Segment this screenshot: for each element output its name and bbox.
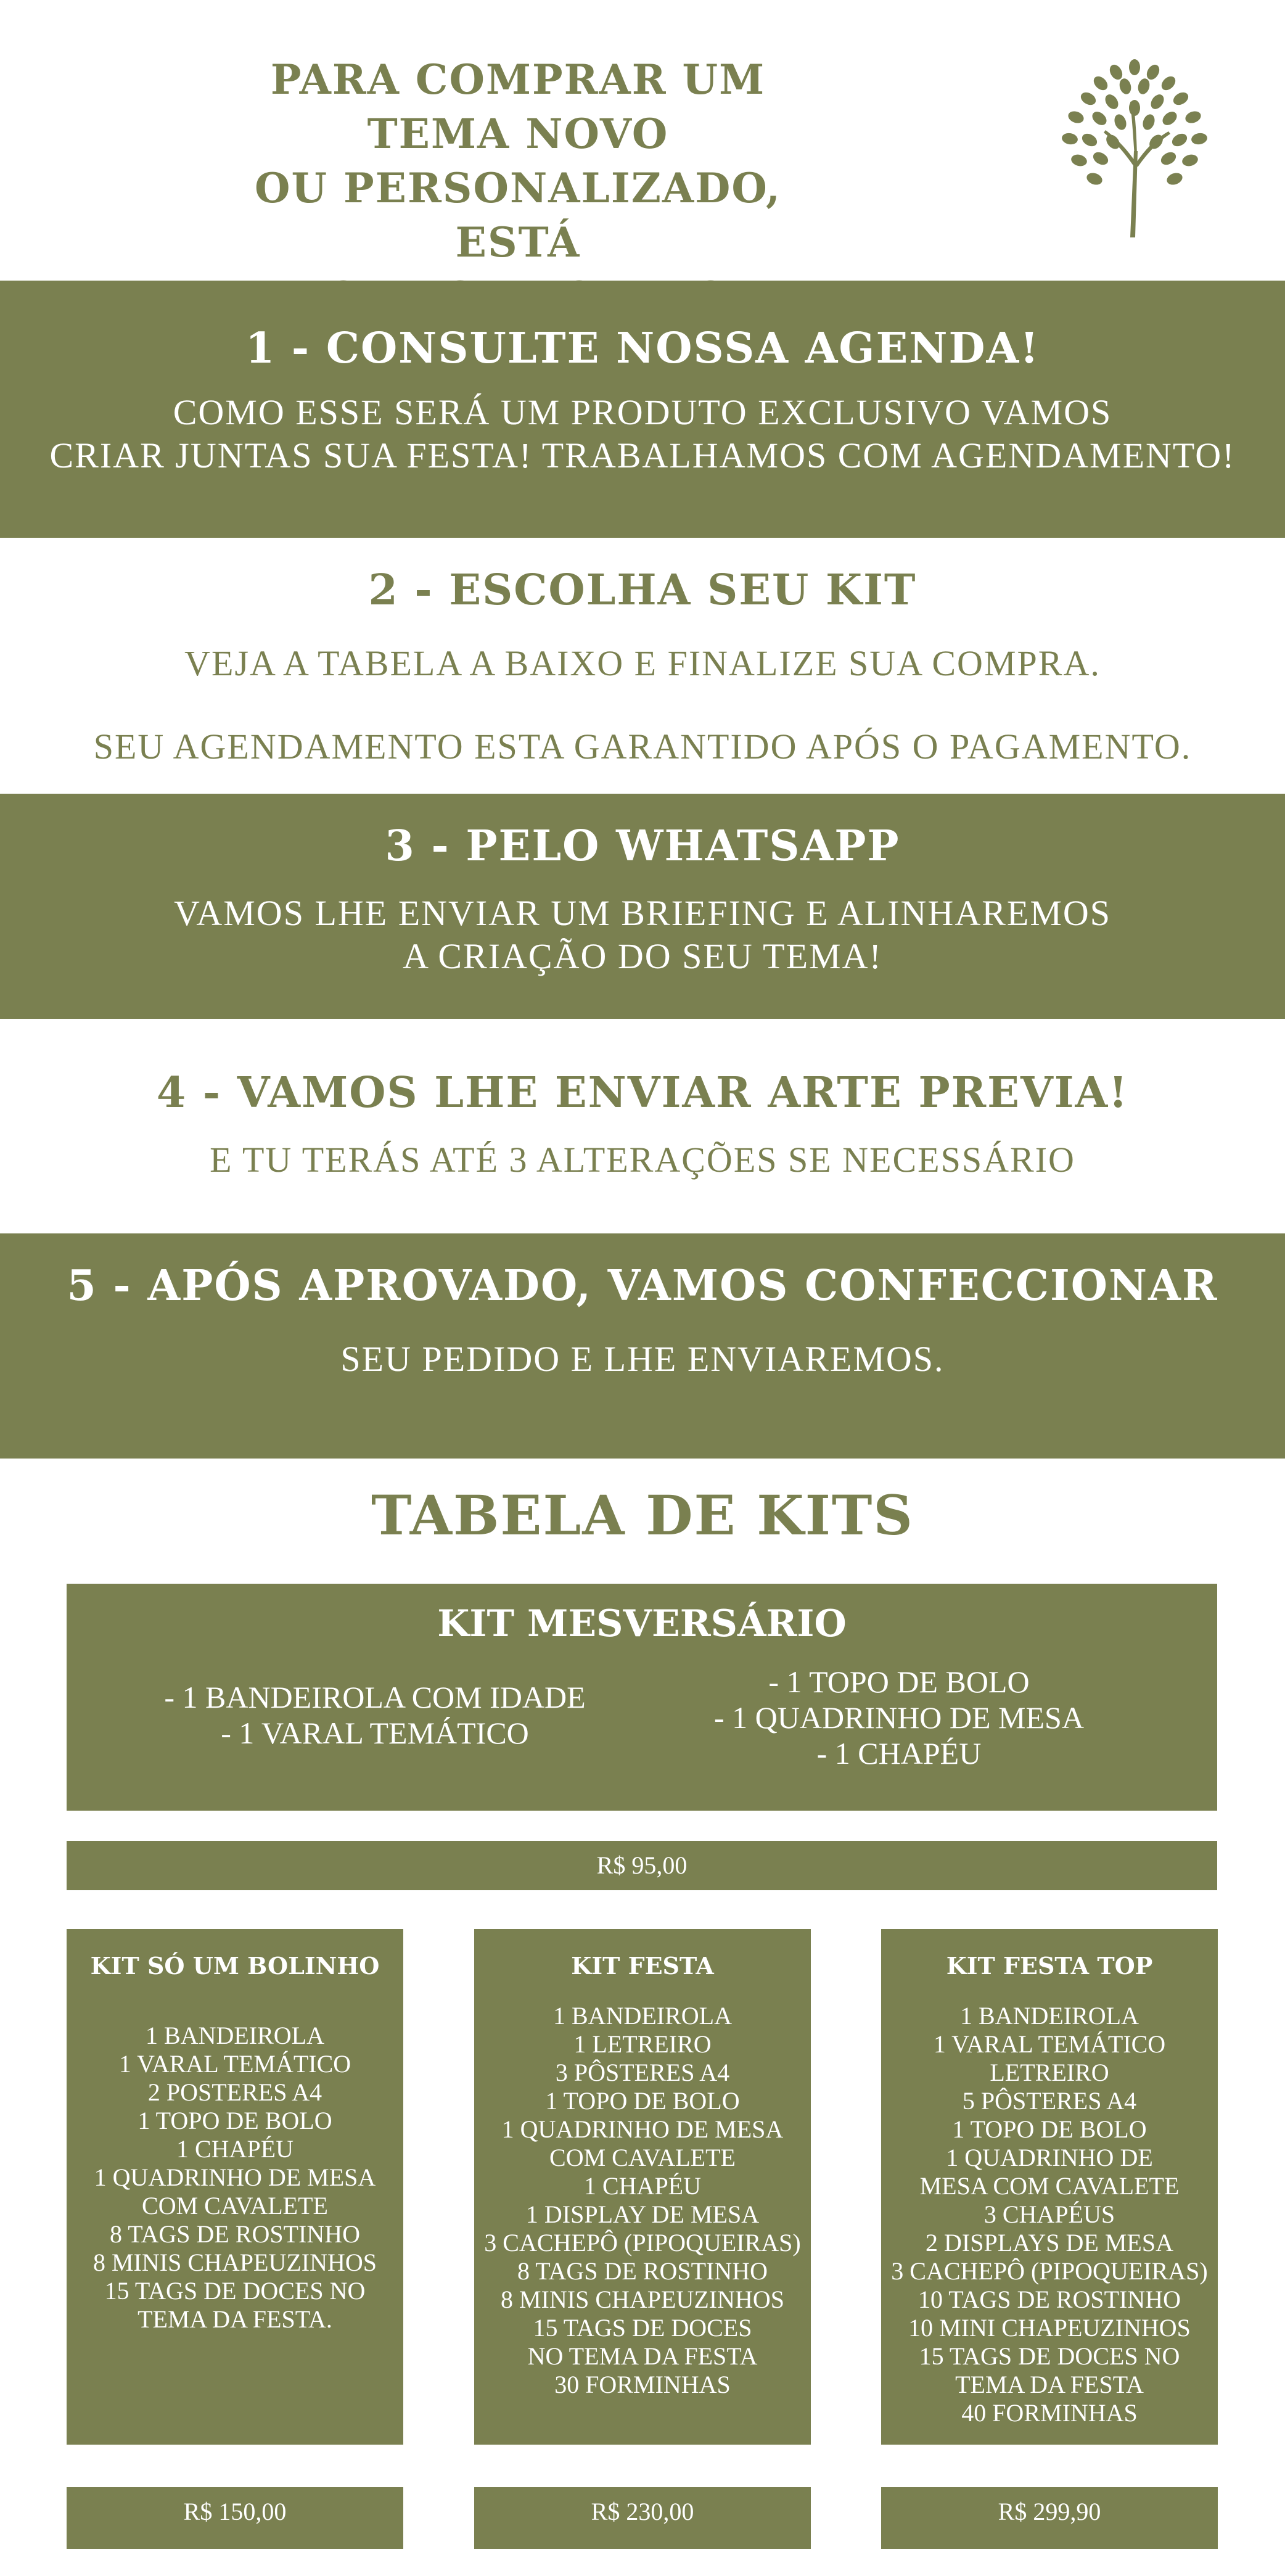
kit-name: KIT SÓ UM BOLINHO [90,1952,380,1980]
kit-item: 1 CHAPÉU [176,2135,294,2163]
kit-item: 1 DISPLAY DE MESA [525,2200,760,2228]
step-2-section [0,538,1285,794]
kit-item: 8 MINIS CHAPEUZINHOS [92,2249,377,2276]
kit-item: 8 MINIS CHAPEUZINHOS [500,2286,785,2313]
kit-item: 30 FORMINHAS [554,2371,731,2398]
tree-icon [1051,59,1218,237]
kit-item: 10 MINI CHAPEUZINHOS [908,2314,1191,2342]
kit-festa-top-price: R$ 299,90 [881,2487,1218,2549]
title-line: OU PERSONALIZADO, ESTÁ [254,164,781,266]
kit-name: KIT FESTA TOP [946,1952,1153,1980]
kit-item: COM CAVALETE [549,2144,736,2171]
header [0,0,1285,281]
kit-so-um-bolinho-card [67,1929,403,2445]
title-line: PARA COMPRAR UM TEMA NOVO [270,56,766,158]
kit-festa-price: R$ 230,00 [474,2487,811,2549]
kit-item: 2 DISPLAYS DE MESA [926,2229,1173,2257]
kit-item: - 1 QUADRINHO DE MESA [714,1700,1084,1735]
kit-item: 1 TOPO DE BOLO [138,2107,332,2134]
kit-item: TEMA DA FESTA [955,2371,1144,2398]
kit-item-list [887,2002,1212,2427]
kit-item: 1 CHAPÉU [583,2172,702,2200]
step-text: SEU AGENDAMENTO ESTA GARANTIDO APÓS O PAGAMENTO. [93,726,1192,767]
kit-item: 3 CHAPÉUS [983,2200,1115,2228]
kit-item: 15 TAGS DE DOCES [533,2314,752,2342]
kit-item: 1 BANDEIROLA [553,2002,732,2030]
kit-item: 1 LETREIRO [573,2030,712,2058]
kit-item: 3 PÔSTERES A4 [555,2059,730,2086]
step-title: 5 - APÓS APROVADO, VAMOS CONFECCIONAR [67,1261,1218,1311]
kit-item: LETREIRO [990,2059,1109,2086]
kit-item: - 1 CHAPÉU [816,1736,982,1771]
step-title: 4 - VAMOS LHE ENVIAR ARTE PREVIA! [156,1068,1129,1117]
kit-item: 3 CACHEPÔ (PIPOQUEIRAS) [891,2257,1208,2285]
kits-table-title: TABELA DE KITS [371,1483,914,1547]
kit-festa-top-card [881,1929,1218,2445]
kit-item: - 1 TOPO DE BOLO [768,1665,1030,1699]
kit-item-list [480,2002,805,2399]
kit-item: TEMA DA FESTA. [138,2305,332,2333]
step-text: E TU TERÁS ATÉ 3 ALTERAÇÕES SE NECESSÁRIO [210,1140,1075,1180]
kit-item: 40 FORMINHAS [961,2399,1138,2427]
step-text: A CRIAÇÃO DO SEU TEMA! [403,936,882,976]
kit-item: 8 TAGS DE ROSTINHO [109,2220,361,2248]
step-text: COMO ESSE SERÁ UM PRODUTO EXCLUSIVO VAMOS [173,392,1112,432]
kit-item: - 1 VARAL TEMÁTICO [221,1716,529,1750]
step-4-section [0,1019,1285,1233]
kit-item: 10 TAGS DE ROSTINHO [918,2286,1181,2313]
step-5-section [0,1233,1285,1459]
kit-item: COM CAVALETE [142,2192,328,2220]
kit-item: 1 TOPO DE BOLO [952,2115,1147,2143]
kit-item: 5 PÔSTERES A4 [962,2087,1137,2115]
kit-item: 1 BANDEIROLA [960,2002,1139,2030]
step-title: 2 - ESCOLHA SEU KIT [368,566,917,615]
kit-item: NO TEMA DA FESTA [527,2342,758,2370]
kit-item: 1 QUADRINHO DE [946,2144,1153,2171]
kit-item: 15 TAGS DE DOCES NO [919,2342,1180,2370]
step-text: SEU PEDIDO E LHE ENVIAREMOS. [340,1339,945,1379]
kit-item: 1 VARAL TEMÁTICO [933,2030,1166,2058]
kit-item: 1 TOPO DE BOLO [545,2087,740,2115]
kit-name: KIT FESTA [571,1952,714,1980]
step-text: VEJA A TABELA A BAIXO E FINALIZE SUA COMPRA. [184,643,1101,683]
kit-item: 15 TAGS DE DOCES NO [104,2277,366,2305]
kit-item: 2 POSTERES A4 [147,2078,322,2106]
kit-item: 1 VARAL TEMÁTICO [118,2050,351,2078]
step-1-section [0,281,1285,538]
step-3-section [0,794,1285,1019]
kit-item: 1 BANDEIROLA [146,2022,324,2049]
step-text: VAMOS LHE ENVIAR UM BRIEFING E ALINHAREMOS [173,893,1112,933]
kit-so-um-bolinho-price: R$ 150,00 [67,2487,403,2549]
kit-item: MESA COM CAVALETE [919,2172,1180,2200]
kit-items-right [652,1664,1146,1771]
kit-mesversario-card [67,1584,1217,1811]
kit-item: 3 CACHEPÔ (PIPOQUEIRAS) [484,2229,801,2257]
kit-item: - 1 BANDEIROLA COM IDADE [164,1680,586,1714]
kit-mesversario-price: R$ 95,00 [67,1841,1217,1890]
kit-item: 1 QUADRINHO DE MESA [501,2115,784,2143]
step-title: 3 - PELO WHATSAPP [385,821,900,871]
kit-name: KIT MESVERSÁRIO [437,1602,847,1645]
kit-item: 8 TAGS DE ROSTINHO [517,2257,768,2285]
step-title: 1 - CONSULTE NOSSA AGENDA! [245,324,1040,373]
kit-festa-card [474,1929,811,2445]
kit-item: 1 QUADRINHO DE MESA [94,2163,376,2191]
kit-item-list [73,2022,397,2334]
kit-items-left [128,1679,622,1751]
step-text: CRIAR JUNTAS SUA FESTA! TRABALHAMOS COM AGENDAMENTO! [49,435,1236,475]
